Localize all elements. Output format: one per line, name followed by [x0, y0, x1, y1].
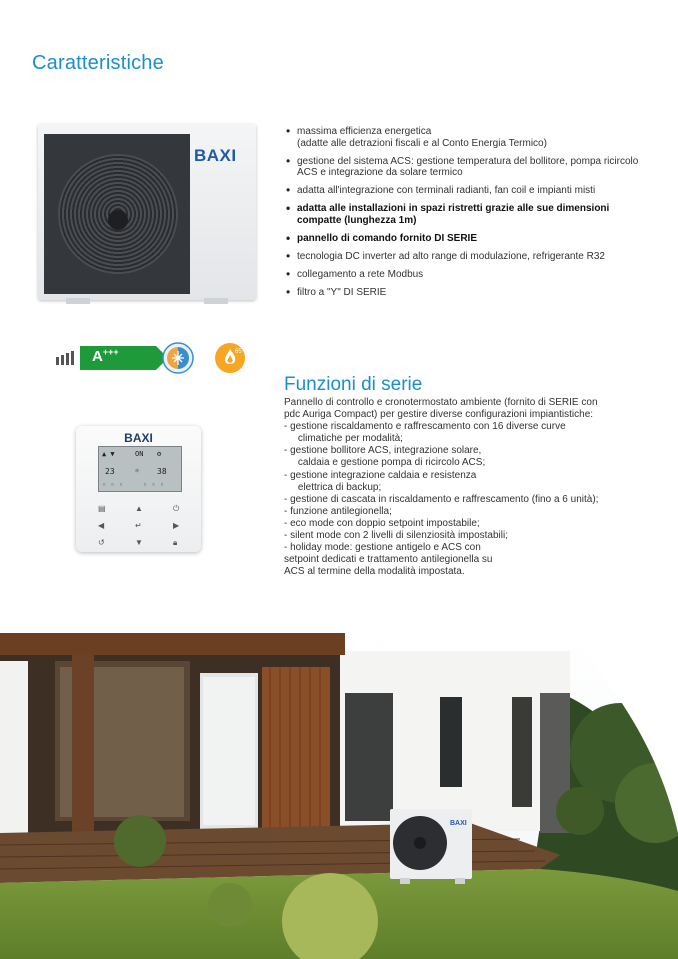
feature-item: [286, 287, 666, 299]
menu-button[interactable]: ▤: [98, 504, 106, 513]
feature-item: [286, 233, 666, 245]
functions-line: setpoint dedicati e trattamento antilegionella su: [284, 554, 493, 566]
flame-65-icon: [214, 342, 246, 374]
functions-line: - gestione integrazione caldaia e resistenza: [284, 469, 477, 481]
enter-button[interactable]: ↵: [135, 521, 142, 530]
feature-item: [286, 251, 666, 263]
left-button[interactable]: ◀: [98, 521, 105, 530]
functions-line: - gestione bollitore ACS, integrazione solare,: [284, 445, 482, 457]
functions-line: - funzione antilegionella;: [284, 505, 392, 517]
controller-brand: BAXI: [124, 431, 153, 445]
functions-text: [284, 397, 664, 578]
feature-item: [286, 126, 666, 149]
feature-line: • filtro a "Y" DI SERIE: [297, 286, 387, 298]
feature-line: compatte (lunghezza 1m): [297, 214, 417, 226]
energy-class-label: A+++: [92, 347, 119, 365]
feature-item: [286, 185, 666, 197]
controller-screen: ▲ ▼ ON ⚙ 23 ☼ 38 ◦ ◦ ◦ ◦ ◦ ◦: [98, 446, 182, 492]
page-title: Caratteristiche: [32, 52, 164, 74]
functions-line: caldaia e gestione pompa di ricircolo ACS;: [284, 457, 486, 469]
unit-brand-logo: BAXI: [194, 146, 237, 165]
svg-text:65: 65: [235, 349, 242, 355]
energy-bars-icon: [56, 351, 82, 365]
back-button[interactable]: ↺: [98, 538, 105, 547]
right-button[interactable]: ▶: [173, 521, 180, 530]
functions-line: Pannello di controllo e cronotermostato ambiente (fornito di SERIE con: [284, 397, 598, 408]
down-button[interactable]: ▼: [135, 538, 143, 547]
feature-line: • gestione del sistema ACS: gestione temperatura del bollitore, pompa ricircolo: [297, 155, 639, 167]
up-button[interactable]: ▲: [135, 504, 143, 513]
functions-line: - silent mode con 2 livelli di silenziosità impostabili;: [284, 530, 508, 542]
functions-line: climatiche per modalità;: [284, 433, 403, 445]
functions-line: ACS al termine della modalità impostata.: [284, 566, 465, 578]
heat-cool-icon: [162, 342, 194, 374]
control-panel-image: [76, 426, 201, 552]
photo-unit-brand: BAXI: [450, 820, 467, 827]
lock-button[interactable]: 🔒︎: [173, 538, 178, 547]
functions-line: - gestione di cascata in riscaldamento e raffrescamento (fino a 6 unità);: [284, 493, 599, 505]
functions-line: - gestione riscaldamento e raffrescamento con 16 diverse curve: [284, 421, 566, 433]
feature-line: • adatta all'integrazione con terminali radianti, fan coil e impianti misti: [297, 185, 596, 196]
functions-line: pdc Auriga Compact) per gestire diverse configurazioni impiantistiche:: [284, 409, 594, 421]
feature-line: • massima efficienza energetica: [297, 126, 432, 137]
feature-line: (adatte alle detrazioni fiscali e al Conto Energia Termico): [297, 137, 547, 149]
feature-line: • adatta alle installazioni in spazi ristretti grazie alle sue dimensioni: [297, 203, 610, 214]
functions-line: - eco mode con doppio setpoint impostabile;: [284, 517, 480, 529]
feature-line: • pannello di comando fornito DI SERIE: [297, 232, 478, 244]
outdoor-unit-image: [38, 124, 256, 300]
feature-line: • tecnologia DC inverter ad alto range di modulazione, refrigerante R32: [297, 250, 605, 262]
functions-line: elettrica di backup;: [284, 481, 382, 493]
feature-line: ACS e integrazione da solare termico: [297, 167, 463, 178]
feature-line: • collegamento a rete Modbus: [297, 268, 424, 280]
functions-line: - holiday mode: gestione antigelo e ACS con: [284, 542, 481, 554]
feature-item: [286, 269, 666, 281]
energy-class-arrow: [80, 346, 170, 370]
house-photo: [0, 633, 678, 959]
feature-item: [286, 156, 666, 179]
power-button[interactable]: ⏻: [173, 504, 180, 513]
feature-item: [286, 203, 666, 226]
functions-title: Funzioni di serie: [284, 374, 423, 395]
features-list: [286, 126, 666, 305]
